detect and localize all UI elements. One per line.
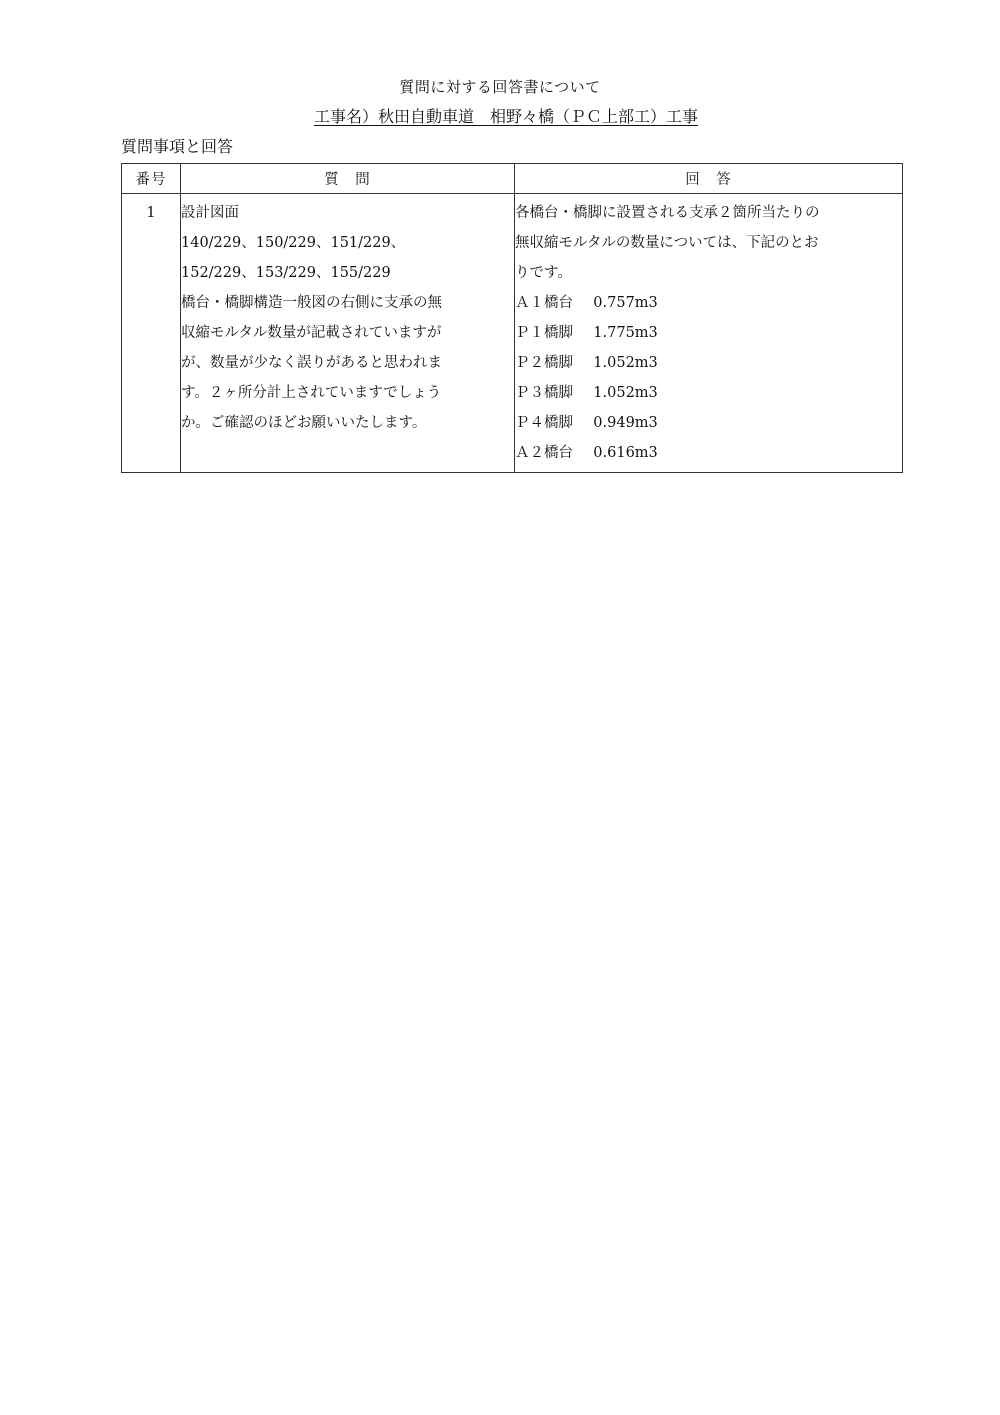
question-line: 収縮モルタル数量が記載されていますが — [181, 325, 442, 341]
quantity-item: Ａ２橋台 — [515, 445, 573, 461]
quantity-line — [515, 318, 902, 348]
qa-table — [121, 163, 903, 473]
question-line: 橋台・橋脚構造一般図の右側に支承の無 — [181, 295, 442, 311]
quantity-value: 0.616m3 — [593, 445, 658, 461]
quantity-value: 0.949m3 — [593, 415, 658, 431]
answer-cell — [515, 194, 903, 473]
quantity-line — [515, 288, 902, 318]
table-header-row — [122, 164, 903, 194]
question-cell — [181, 194, 515, 473]
quantity-item: Ｐ１橋脚 — [515, 325, 573, 341]
quantity-item: Ｐ２橋脚 — [515, 355, 573, 371]
question-line: 140/229、150/229、151/229、 — [181, 235, 406, 251]
question-line: す。２ヶ所分計上されていますでしょう — [181, 385, 442, 401]
quantity-value: 1.052m3 — [593, 385, 658, 401]
answer-line: 各橋台・橋脚に設置される支承２箇所当たりの — [515, 205, 820, 221]
question-line: 152/229、153/229、155/229 — [181, 265, 391, 281]
section-heading: 質問事項と回答 — [121, 137, 234, 156]
project-name — [0, 106, 1000, 128]
quantity-line — [515, 378, 902, 408]
quantity-value: 0.757m3 — [593, 295, 658, 311]
quantity-item: Ｐ３橋脚 — [515, 385, 573, 401]
header-number: 番号 — [122, 164, 181, 194]
header-question: 質 問 — [181, 164, 515, 194]
quantity-value: 1.775m3 — [593, 325, 658, 341]
quantity-item: Ｐ４橋脚 — [515, 415, 573, 431]
answer-line: りです。 — [515, 265, 572, 281]
table-row — [122, 194, 903, 473]
quantity-line — [515, 438, 902, 468]
answer-line: 無収縮モルタルの数量については、下記のとお — [515, 235, 819, 251]
question-line: が、数量が少なく誤りがあると思われま — [181, 355, 442, 371]
quantity-value: 1.052m3 — [593, 355, 658, 371]
quantity-line — [515, 348, 902, 378]
row-number: 1 — [122, 194, 181, 473]
question-line: 設計図面 — [181, 205, 239, 221]
project-name-text: 工事名）秋田自動車道 相野々橋（ＰＣ上部工）工事 — [313, 107, 698, 126]
question-line: か。ご確認のほどお願いいたします。 — [181, 415, 427, 431]
quantity-line — [515, 408, 902, 438]
document-title: 質問に対する回答書について — [399, 78, 601, 96]
header-answer: 回 答 — [515, 164, 903, 194]
quantity-item: Ａ１橋台 — [515, 295, 573, 311]
